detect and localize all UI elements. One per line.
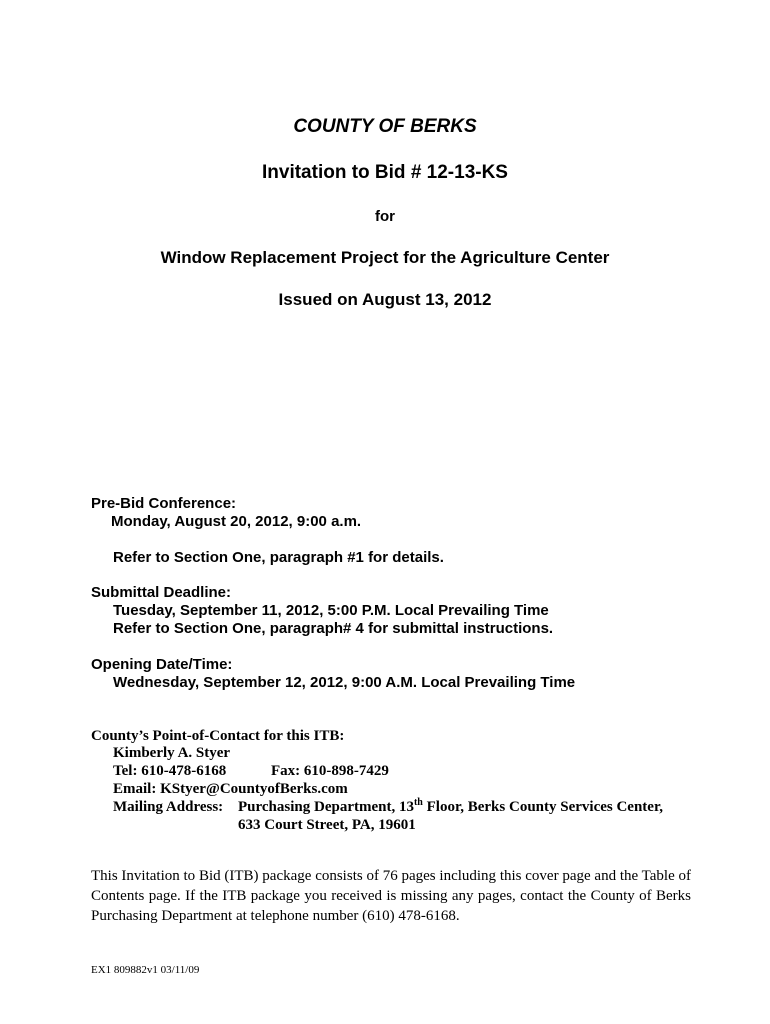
mailing-address-ordinal: th [413,797,423,808]
submittal-date: Tuesday, September 11, 2012, 5:00 P.M. Local Prevailing Time [113,602,549,619]
submittal-refer: Refer to Section One, paragraph# 4 for submittal instructions. [113,620,554,637]
issued-date: Issued on August 13, 2012 [278,290,492,309]
contact-name: Kimberly A. Styer [113,745,231,761]
contact-mailing-line2: 633 Court Street, PA, 19601 [238,817,416,833]
mailing-address-part1: Purchasing Department, 13 [238,799,414,815]
prebid-refer: Refer to Section One, paragraph #1 for details. [113,549,444,566]
contact-tel: Tel: 610-478-6168 [113,763,227,779]
document-id-footer: EX1 809882v1 03/11/09 [91,964,200,976]
package-note-paragraph: This Invitation to Bid (ITB) package consists of 76 pages including this cover page and the Table of Contents page. If the ITB package you received is missing any pages, contact the County of Berks Purchasing Department at telephone number (610) 478-6168. [91,868,691,924]
prebid-label: Pre-Bid Conference: [91,495,237,512]
prebid-date: Monday, August 20, 2012, 9:00 a.m. [111,513,362,530]
opening-label: Opening Date/Time: [91,656,233,673]
contact-email[interactable]: Email: KStyer@CountyofBerks.com [113,781,348,797]
submittal-label: Submittal Deadline: [91,584,232,601]
contact-fax: Fax: 610-898-7429 [271,763,389,779]
mailing-address-part2: Floor, Berks County Services Center, [422,799,663,815]
project-title: Window Replacement Project for the Agriculture Center [160,248,610,267]
for-line: for [375,208,395,225]
contact-mailing-address [238,799,663,816]
county-title: COUNTY OF BERKS [293,116,477,137]
opening-date: Wednesday, September 12, 2012, 9:00 A.M. Local Prevailing Time [113,674,576,691]
itb-title: Invitation to Bid # 12-13-KS [262,162,508,183]
contact-mailing-label: Mailing Address: [113,799,224,815]
contact-label: County’s Point-of-Contact for this ITB: [91,728,345,744]
